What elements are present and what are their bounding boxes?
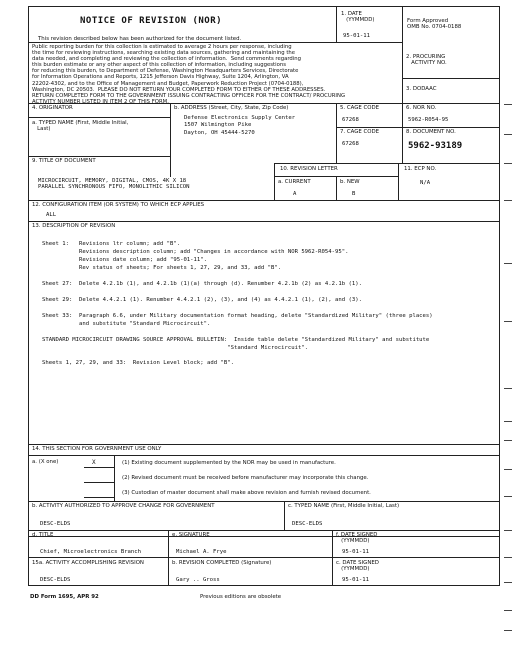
cage-code-5-label: 5. CAGE CODE [340,105,380,111]
title-of-document-label: 9. TITLE OF DOCUMENT [32,158,96,164]
signature-value: Michael A. Frye [176,549,227,555]
option-1-checkbox[interactable]: X [92,459,96,466]
description-line: and substitute "Standard Microcircuit". [42,321,211,327]
x-one-label: a. (X one) [32,459,59,465]
date-signed-2-label: c. DATE SIGNED (YYMMDD) [336,560,379,573]
cage-code-7-value: 67268 [342,141,359,147]
originator-label: 4. ORIGINATOR [32,105,73,111]
revision-completed-label: b. REVISION COMPLETED (Signature) [172,560,272,566]
revision-completed-value: Gary .. Gross [176,577,220,583]
burden-statement: Public reporting burden for this collection is estimated to average 2 hours per response, including the time for reviewing instructions, searching existing data sources, gathering and maintaining the data needed, and completing and reviewing the collection of information. Send comments regarding this burden estimate or any other aspect of this collection of information, including suggestions for reducing this burden, to Department of Defense, Washington Headquarters Services, Directorate for Information Operations and Reports, 1215 Jefferson Davis Highway, Suite 1204, Arlington, VA 22202-4302, and to the Office of Management and Budget, Paperwork Reduction Project (0704-0188), Washington, DC 20503. PLEASE DO NOT RETURN YOUR COMPLETED FORM TO EITHER OF THESE ADDRESSES. RETURN COMPLETED FORM TO THE GOVERNMENT ISSUING CONTRACTING OFFICER FOR THE CONTRACT/ PROCURING ACTIVITY NUMBER LISTED IN ITEM 2 OF THIS FORM. [32,44,346,105]
option-3-text: (3) Custodian of master document shall make above revision and furnish revised document. [122,490,371,496]
title-of-document-value: MICROCIRCUIT, MEMORY, DIGITAL, CMOS, 4K X 18 PARALLEL SYNCHRONOUS FIFO, MONOLITHIC SILICON [38,178,190,191]
form-approved: Form Approved OMB No. 0704-0188 [407,18,462,31]
description-line: Revisions description column; add "Changes in accordance with NOR 5962-R054-95". [42,249,349,255]
description-line: Sheet 29: Delete 4.4.2.1 (1). Renumber 4.4.2.1 (2), (3), and (4) as 4.4.2.1 (1), (2), and (3). [42,297,362,303]
ecp-number-value: N/A [420,180,431,186]
cage-code-7-label: 7. CAGE CODE [340,129,380,135]
description-line: Sheet 33: Paragraph 6.6, under Military documentation format heading, delete "Standardized Military" (three places) [42,313,433,319]
typed-name-label: a. TYPED NAME (First, Middle Initial, Last) [32,120,129,133]
form-frame-lower [28,530,500,586]
typed-name-2-value: DESC-ELDS [292,521,323,527]
document-number-label: 8. DOCUMENT NO. [406,129,456,135]
description-line: STANDARD MICROCIRCUIT DRAWING SOURCE APPROVAL BULLETIN: Inside table delete "Standardized Military" and substitute [42,337,430,343]
date-label: 1. DATE (YYMMDD) [341,11,375,24]
option-2-text: (2) Revised document must be received before manufacturer may incorporate this change. [122,475,369,481]
new-revision-label: b. NEW [340,179,360,185]
activity-accomplishing-value: DESC-ELDS [40,577,71,583]
revision-letter-label: 10. REVISION LETTER [280,166,338,172]
description-line: Revisions date column; add "95-01-11". [42,257,208,263]
form-number: DD Form 1695, APR 92 [30,594,99,600]
government-section-label: 14. THIS SECTION FOR GOVERNMENT USE ONLY [32,446,162,452]
configuration-item-value: ALL [46,212,57,218]
configuration-item-label: 12. CONFIGURATION ITEM (OR SYSTEM) TO WHICH ECP APPLIES [32,202,205,208]
description-line: Sheets 1, 27, 29, and 33: Revision Level block; add "B". [42,360,234,366]
typed-name-2-label: c. TYPED NAME (First, Middle Initial, Last) [288,503,400,509]
current-revision-value: A [293,191,297,197]
date-signed-2-value: 95-01-11 [342,577,369,583]
form-subtitle: This revision described below has been authorized for the document listed. [38,36,242,42]
ecp-number-label: 11. ECP NO. [404,166,437,172]
activity-accomplishing-label: 15a. ACTIVITY ACCOMPLISHING REVISION [32,560,144,566]
date-signed-value: 95-01-11 [342,549,369,555]
description-line: "Standard Microcircuit". [42,345,309,351]
address-label: b. ADDRESS (Street, City, State, Zip Code) [174,105,289,111]
activity-authorized-value: DESC-ELDS [40,521,71,527]
address-value: Defense Electronics Supply Center 1507 Wilmington Pike Dayton, OH 45444-5270 [184,115,296,136]
current-revision-label: a. CURRENT [278,179,311,185]
date-signed-label: f. DATE SIGNED (YYMMDD) [336,532,378,545]
nor-number-label: 6. NOR NO. [406,105,437,111]
procuring-activity-label: 2. PROCURING ACTIVITY NO. [406,54,447,67]
document-number-value: 5962-93189 [408,141,463,151]
cage-code-5-value: 67268 [342,117,359,123]
title-2-label: d. TITLE [32,532,54,538]
signature-label: e. SIGNATURE [172,532,210,538]
form-title: NOTICE OF REVISION (NOR) [80,16,223,26]
description-label: 13. DESCRIPTION OF REVISION [32,223,116,229]
title-2-value: Chief, Microelectronics Branch [40,549,142,555]
description-line: Sheet 1: Revisions ltr column; add "B". [42,241,181,247]
previous-editions: Previous editions are obsolete [200,594,282,600]
dodaac-label: 3. DODAAC [406,86,437,92]
option-1-text: (1) Existing document supplemented by the NOR may be used in manufacture. [122,460,336,466]
new-revision-value: B [352,191,356,197]
date-value: 95-01-11 [343,33,370,39]
activity-authorized-label: b. ACTIVITY AUTHORIZED TO APPROVE CHANGE FOR GOVERNMENT [32,503,215,509]
nor-number-value: 5962-R054-95 [408,117,449,123]
description-line: Sheet 27: Delete 4.2.1b (1), and 4.2.1b (1)(a) through (d). Renumber 4.2.1b (2) as 4.2.1b (1). [42,281,362,287]
description-line: Rev status of sheets; For sheets 1, 27, 29, and 33, add "B". [42,265,282,271]
